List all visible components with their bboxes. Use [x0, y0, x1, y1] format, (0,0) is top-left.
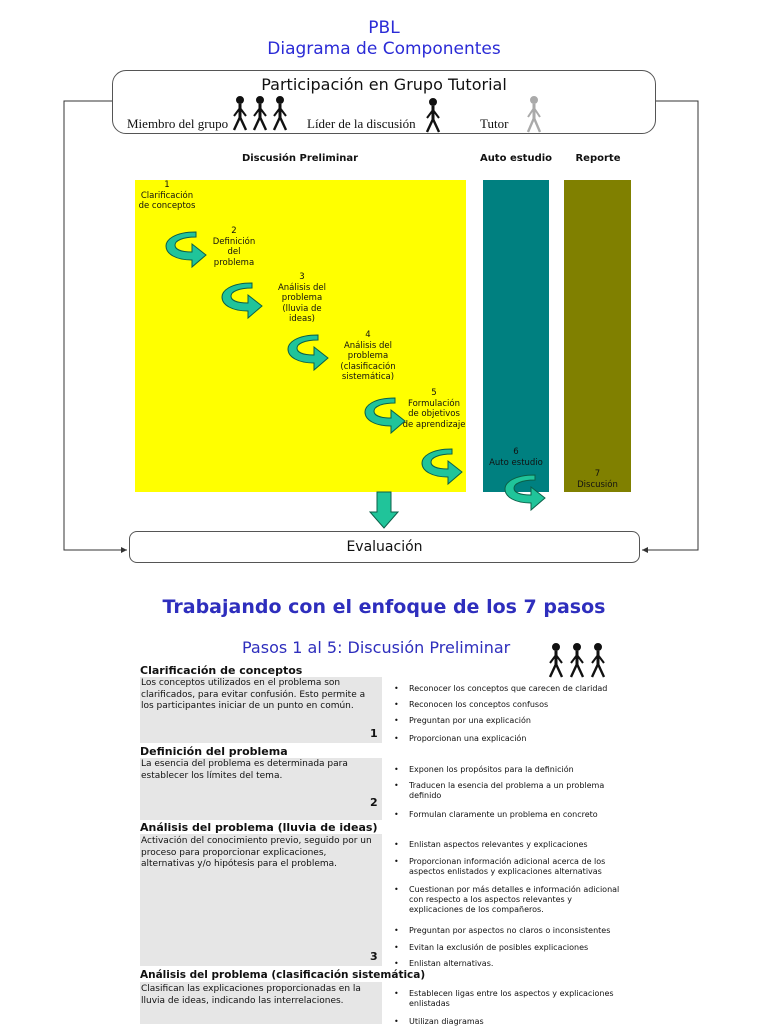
step-5-number: 5: [431, 388, 437, 398]
bullet-icon: •: [394, 989, 399, 998]
block-3-bullet-6: Enlistan alternativas.: [409, 959, 494, 968]
bullet-icon: •: [394, 810, 399, 819]
evaluation-label: Evaluación: [346, 539, 423, 555]
bullet-icon: •: [394, 765, 399, 774]
block-1-bullet-4: Proporcionan una explicación: [409, 734, 527, 743]
down-arrow-icon: [370, 492, 398, 528]
step-7-number: 7: [594, 469, 601, 479]
block-1-bullet-1: Reconocer los conceptos que carecen de claridad: [409, 684, 608, 693]
curved-arrow-icon: [288, 335, 328, 370]
column-preliminary: Discusión Preliminar: [241, 153, 359, 164]
step-2-number: 2: [231, 226, 237, 236]
bullet-icon: •: [394, 959, 399, 968]
block-4-bullet-1: Establecen ligas entre los aspectos y explicaciones enlistadas: [409, 989, 614, 1008]
step-3-number: 3: [299, 272, 305, 282]
block-1-bullet-3: Preguntan por una explicación: [409, 716, 531, 725]
step-4-number: 4: [365, 330, 371, 340]
block-2-number: 2: [370, 796, 378, 809]
leader-label: Líder de la discusión: [307, 116, 416, 131]
step-7-label: Discusión: [577, 479, 618, 490]
section-title: Trabajando con el enfoque de los 7 pasos: [162, 596, 606, 618]
block-2-bullet-2: Traducen la esencia del problema a un problema definido: [409, 781, 605, 800]
curved-arrow-icon: [422, 449, 462, 484]
column-report: Reporte: [575, 153, 621, 164]
block-3-bullet-2: Proporcionan información adicional acerca de los aspectos enlistados y explicaciones alternativas: [409, 857, 606, 876]
block-2-bullet-3: Formulan claramente un problema en concreto: [409, 810, 598, 819]
bullet-icon: •: [394, 840, 399, 849]
block-3-bullet-5: Evitan la exclusión de posibles explicaciones: [409, 943, 589, 952]
curved-arrow-icon: [365, 398, 405, 433]
column-self-study: Auto estudio: [479, 153, 553, 164]
bullet-icon: •: [394, 885, 399, 894]
step-1-label: Clarificación de conceptos: [138, 190, 196, 211]
step-1-number: 1: [164, 180, 170, 190]
block-2-bullet-1: Exponen los propósitos para la definición: [409, 765, 574, 774]
bullet-icon: •: [394, 716, 399, 725]
curved-arrow-icon: [222, 283, 262, 318]
step-4-label: Análisis del problema (clasificación sistemática): [340, 340, 396, 382]
bullet-icon: •: [394, 684, 399, 693]
step-2-label: Definición del problema: [212, 236, 256, 268]
bullet-icon: •: [394, 1017, 399, 1026]
step-5-label: Formulación de objetivos de aprendizaje: [402, 398, 466, 430]
block-4-bullet-2: Utilizan diagramas: [409, 1017, 484, 1026]
bullet-icon: •: [394, 700, 399, 709]
bullet-icon: •: [394, 781, 399, 790]
step-6-label: Auto estudio: [489, 457, 543, 468]
block-3-title: Análisis del problema (lluvia de ideas): [140, 821, 378, 834]
tutor-label: Tutor: [480, 116, 509, 131]
block-2-title: Definición del problema: [140, 745, 288, 758]
block-3-bullet-1: Enlistan aspectos relevantes y explicaciones: [409, 840, 588, 849]
block-3-bullet-3: Cuestionan por más detalles e información adicional con respecto a los aspectos relevantes y explicaciones de los compañeros.: [409, 885, 620, 914]
curved-arrow-icon: [166, 232, 206, 267]
bullet-icon: •: [394, 926, 399, 935]
block-4-text: Clasifican las explicaciones proporcionadas en la lluvia de ideas, indicando las interrelaciones.: [141, 984, 361, 1006]
page-title-line2: Diagrama de Componentes: [267, 39, 501, 59]
bullet-icon: •: [394, 943, 399, 952]
bullet-icon: •: [394, 734, 399, 743]
group-tutorial-title: Participación en Grupo Tutorial: [261, 75, 507, 94]
bullet-icon: •: [394, 857, 399, 866]
section-subtitle: Pasos 1 al 5: Discusión Preliminar: [242, 638, 511, 657]
block-1-number: 1: [370, 727, 378, 740]
step-6-number: 6: [513, 447, 519, 457]
block-4-title: Análisis del problema (clasificación sistemática): [140, 969, 426, 981]
block-3-bullet-4: Preguntan por aspectos no claros o inconsistentes: [409, 926, 611, 935]
block-1-bullet-2: Reconocen los conceptos confusos: [409, 700, 549, 709]
group-people-icon: [546, 643, 608, 679]
block-2-text: La esencia del problema es determinada para establecer los límites del tema.: [141, 759, 348, 781]
block-1-text: Los conceptos utilizados en el problema son clarificados, para evitar confusión. Esto permite a los participantes iniciar de un punto en común.: [141, 678, 366, 711]
curved-arrow-icon: [505, 475, 545, 510]
block-1-title: Clarificación de conceptos: [140, 664, 303, 677]
member-label: Miembro del grupo: [127, 116, 229, 131]
page-title-line1: PBL: [368, 18, 400, 38]
step-3-label: Análisis del problema (lluvia de ideas): [277, 282, 327, 324]
block-3-number: 3: [370, 950, 378, 963]
block-3-text: Activación del conocimiento previo, seguido por un proceso para proporcionar explicaciones, alternativas y/o hipótesis para el problema.: [141, 836, 372, 869]
